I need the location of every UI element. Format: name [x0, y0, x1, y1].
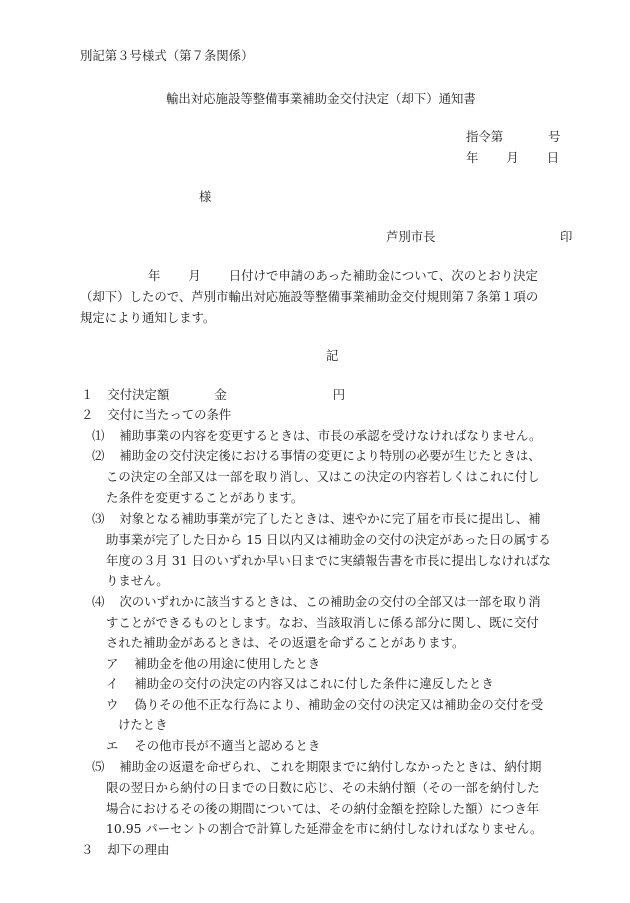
sub-a-text: 補助金を他の用途に使用したとき	[134, 656, 321, 671]
condition-5-number: ⑸	[92, 759, 105, 774]
section-2-label: 交付に当たっての条件	[107, 407, 232, 422]
condition-1	[92, 430, 541, 442]
condition-4-sub-u-cont: けたとき	[118, 717, 168, 732]
condition-2-line-1: 補助金の交付決定後における事情の変更により特別の必要が生じたときは、	[119, 448, 541, 463]
condition-3	[92, 513, 541, 525]
date-month: 月	[506, 150, 519, 165]
condition-1-text: 補助事業の内容を変更するときは、市長の承認を受けなければなりません。	[119, 428, 542, 443]
condition-4-line-2: すことができるものとします。なお、当該取消しに係る部分に関し、既に交付	[106, 615, 539, 630]
section-3	[81, 844, 169, 856]
condition-5-line-4: 10.95 パーセントの割合で計算した延滞金を市に納付しなければなりません。	[106, 821, 543, 836]
condition-4-number: ⑷	[92, 594, 105, 609]
document-number	[466, 131, 561, 143]
condition-4-line-3: された補助金があるときは、その返還を命ずることがあります。	[106, 635, 465, 650]
condition-5-line-3: 場合におけるその後の期間については、その納付金額を控除した額）につき年	[106, 801, 540, 816]
section-3-label: 却下の理由	[107, 842, 170, 857]
section-3-number: ３	[81, 842, 94, 857]
condition-2-line-3: た条件を変更することがあります。	[106, 490, 304, 505]
section-1	[81, 389, 345, 401]
condition-3-line-2: 助事業が完了した日から 15 日以内又は補助金の交付の決定があった日の属する	[106, 532, 551, 547]
condition-4-sub-a	[106, 658, 320, 670]
sub-i-mark: イ	[106, 676, 119, 691]
sub-a-mark: ア	[106, 656, 119, 671]
document-title: 輸出対応施設等整備事業補助金交付決定（却下）通知書	[166, 91, 476, 106]
condition-3-line-3: 年度の３月 31 日のいずれか早い日までに実績報告書を市長に提出しなければな	[106, 553, 551, 568]
condition-4-sub-e	[106, 740, 320, 752]
condition-2	[92, 450, 541, 462]
condition-2-number: ⑵	[92, 448, 105, 463]
doc-number-suffix: 号	[548, 129, 561, 144]
section-2-number: ２	[81, 407, 94, 422]
seal-mark: 印	[560, 229, 573, 244]
amount-yen: 円	[332, 387, 346, 402]
doc-number-prefix: 指令第	[466, 129, 504, 144]
condition-4-line-1: 次のいずれかに該当するときは、この補助金の交付の全部又は一部を取り消	[119, 594, 541, 609]
intro-line-1	[148, 270, 538, 282]
intro-month: 月	[188, 268, 201, 283]
document-date	[466, 152, 559, 164]
sub-u-text: 偽りその他不正な行為により、補助金の交付の決定又は補助金の交付を受	[134, 697, 544, 712]
intro-line-3: 規定により通知します。	[80, 310, 216, 325]
intro-text: 日付けで申請のあった補助金について、次のとおり決定	[228, 268, 538, 283]
condition-3-line-4: りません。	[106, 573, 169, 588]
condition-4	[92, 596, 541, 608]
sub-e-mark: エ	[106, 738, 119, 753]
intro-year: 年	[148, 268, 161, 283]
condition-5-line-2: 限の翌日から納付の日までの日数に応じ、その未納付額（その一部を納付した	[106, 780, 540, 795]
intro-line-2: （却下）したので、芦別市輸出対応施設等整備事業補助金交付規則第７条第１項の	[80, 289, 539, 304]
condition-3-line-1: 対象となる補助事業が完了したときは、速やかに完了届を市長に提出し、補	[119, 511, 541, 526]
section-1-number: １	[81, 387, 94, 402]
section-1-label: 交付決定額	[107, 387, 170, 402]
ki-heading: 記	[326, 348, 339, 363]
amount-kin: 金	[214, 387, 227, 402]
condition-2-line-2: この決定の全部又は一部を取り消し、又はこの決定の内容若しくはこれに付し	[106, 469, 540, 484]
sub-e-text: その他市長が不適当と認めるとき	[134, 738, 321, 753]
condition-4-sub-i	[106, 678, 494, 690]
sub-u-mark: ウ	[106, 697, 119, 712]
addressee-honorific: 様	[199, 189, 212, 204]
sub-i-text: 補助金の交付の決定の内容又はこれに付した条件に違反したとき	[134, 676, 494, 691]
form-label: 別記第３号様式（第７条関係）	[80, 48, 254, 63]
section-2	[81, 409, 231, 421]
issuer-name: 芦別市長	[386, 229, 436, 244]
condition-3-number: ⑶	[92, 511, 105, 526]
condition-4-sub-u	[106, 699, 543, 711]
date-day: 日	[546, 150, 560, 165]
condition-5-line-1: 補助金の返還を命ぜられ、これを期限までに納付しなかったときは、納付期	[119, 759, 542, 774]
condition-1-number: ⑴	[92, 428, 105, 443]
condition-5	[92, 761, 541, 773]
date-year: 年	[466, 150, 479, 165]
